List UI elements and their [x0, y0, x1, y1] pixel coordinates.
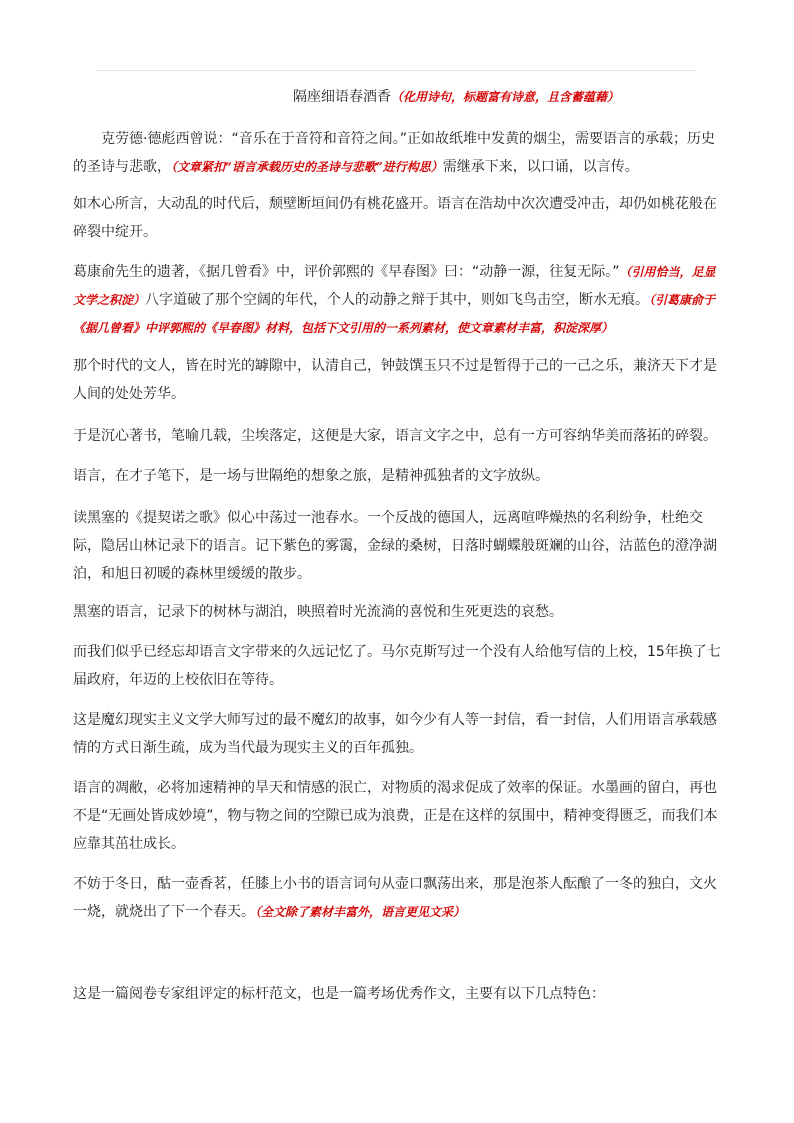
annotation: （全文除了素材丰富外，语言更见文采）: [255, 905, 466, 919]
para-text: 于是沉心著书，笔喻几载，尘埃落定，这便是大家，语言文字之中，总有一方可容纳华美而落拓的碎裂。: [73, 428, 717, 444]
paragraph-10: [73, 706, 723, 762]
paragraph-9: [73, 638, 723, 694]
paragraph-3: [73, 258, 723, 342]
para-text: 八字道破了那个空阔的年代，个人的动静之辩于其中，则如飞鸟击空，断水无痕。: [145, 292, 650, 308]
para-text: 那个时代的文人，皆在时光的罅隙中，认清自己，钟鼓馔玉只不过是暂得于己的一己之乐，兼济天下才是人间的处处芳华。: [73, 358, 717, 402]
para-text: 语言的凋敝，必将加速精神的旱天和情感的泯亡，对物质的渴求促成了效率的保证。水墨画的留白，再也不是“无画处皆成妙境”，物与物之间的空隙已成为浪费，正是在这样的氛围中，精神变得匮乏，而我们本应靠其茁壮成长。: [73, 780, 718, 852]
para-text: 需继承下来，以口诵，以言传。: [442, 159, 639, 175]
paragraph-13: [73, 980, 723, 1008]
paragraph-2: [73, 190, 723, 246]
para-text: 语言，在才子笔下，是一场与世隔绝的想象之旅，是精神孤独者的文字放纵。: [73, 468, 549, 484]
paragraph-12: [73, 870, 723, 926]
para-text: 读黑塞的《提契诺之歌》似心中荡过一池春水。一个反战的德国人，远离喧哗燥热的名利纷争，杜绝交际，隐居山林记录下的语言。记下紫色的雾霭，金绿的桑树，日落时蝴蝶般斑斓的山谷，沽蓝色的澄净湖泊，和旭日初暖的森林里缓缓的散步。: [73, 510, 717, 582]
paragraph-7: [73, 504, 723, 588]
paragraph-4: [73, 352, 723, 408]
annotation: （文章紧扣“语言承载历史的圣诗与悲歌”进行构思）: [171, 160, 443, 174]
paragraph-11: [73, 774, 723, 858]
paragraph-1: [73, 125, 723, 181]
para-text: 黑塞的语言，记录下的树林与湖泊，映照着时光流淌的喜悦和生死更迭的哀愁。: [73, 604, 563, 620]
title-annotation: （化用诗句，标题富有诗意，且含蓄蕴藉）: [391, 90, 620, 104]
annotation: （引用恰当，足显文学之积淀）: [73, 265, 716, 307]
para-text: 克劳德·德彪西曾说：“音乐在于音符和音符之间。”正如故纸堆中发黄的烟尘，需要语言的承载；历史的圣诗与悲歌，: [73, 131, 715, 175]
paragraph-5: [73, 422, 723, 450]
paragraph-8: [73, 598, 723, 626]
para-text: 而我们似乎已经忘却语言文字带来的久远记忆了。马尔克斯写过一个没有人给他写信的上校，15年换了七届政府，年迈的上校依旧在等待。: [73, 644, 721, 688]
para-text: 如木心所言，大动乱的时代后，颓壁断垣间仍有桃花盛开。语言在浩劫中次次遭受冲击，却仍如桃花般在碎裂中绽开。: [73, 196, 717, 240]
para-text: 葛康俞先生的遗著，《据几曾看》中，评价郭熙的《早春图》曰：“动静一源，往复无际。”: [73, 264, 620, 280]
header-rule: [96, 70, 696, 71]
title-text: 隔座细语春酒香: [293, 89, 391, 105]
essay-title: [293, 87, 619, 107]
paragraph-6: [73, 462, 723, 490]
para-text: 这是一篇阅卷专家组评定的标杆范文，也是一篇考场优秀作文，主要有以下几点特色：: [73, 986, 605, 1002]
annotation: （引葛康俞于《据几曾看》中评郭熙的《早春图》材料，包括下文引用的一系列素材，使文章素材丰富，积淀深厚）: [73, 293, 716, 335]
para-text: 这是魔幻现实主义文学大师写过的最不魔幻的故事，如今少有人等一封信，看一封信，人们用语言承载感情的方式日渐生疏，成为当代最为现实主义的百年孤独。: [73, 712, 717, 756]
para-text: 不妨于冬日，酤一壶香茗，任膝上小书的语言词句从壶口飘荡出来，那是泡茶人酝酿了一冬的独白，文火一烧，就烧出了下一个春天。: [73, 876, 717, 920]
